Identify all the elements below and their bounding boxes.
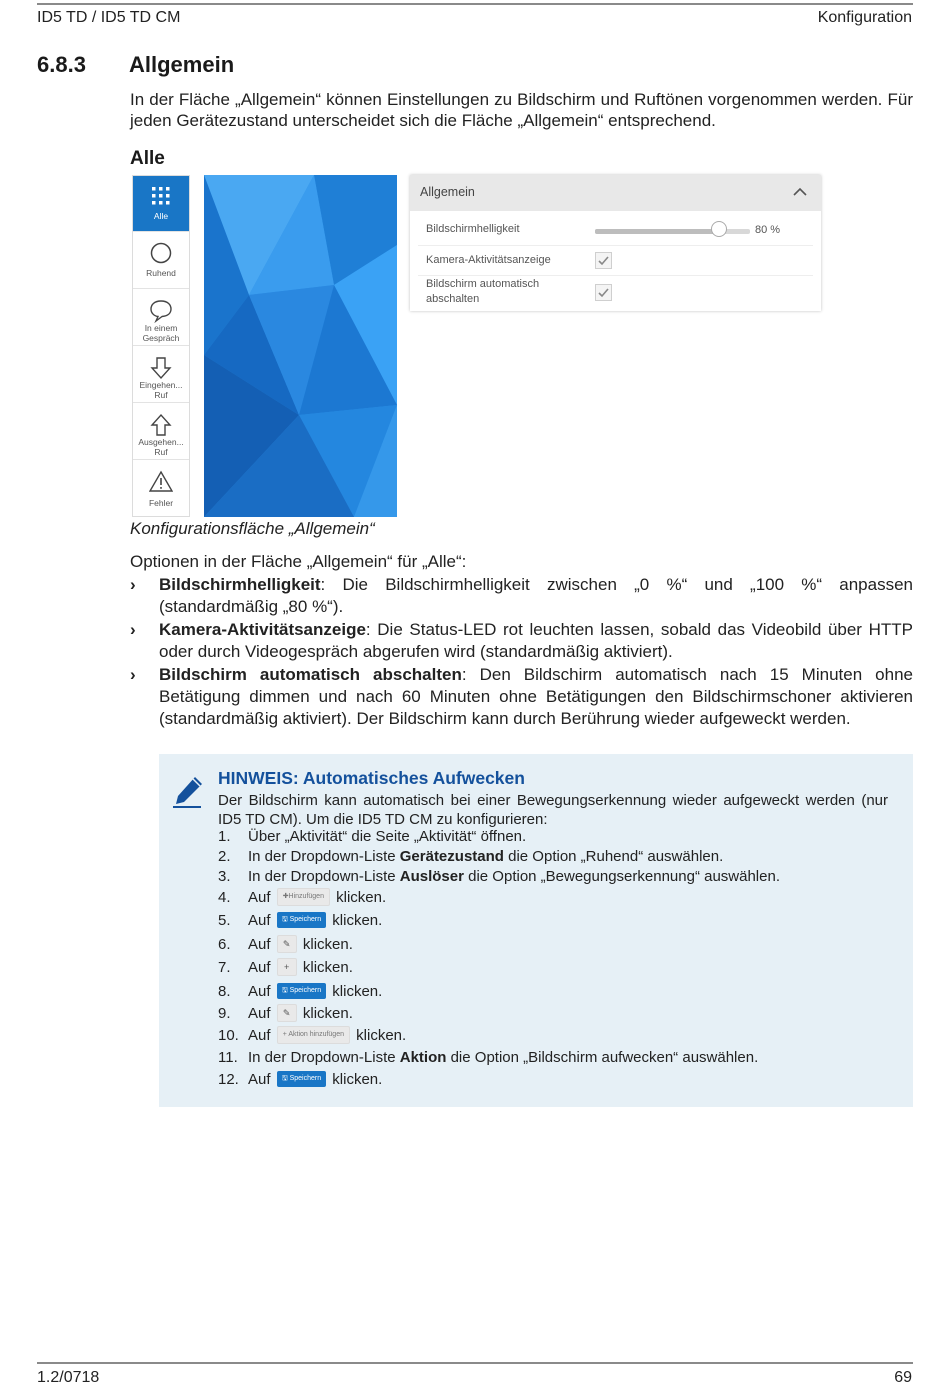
slider-thumb[interactable] bbox=[711, 221, 727, 237]
options-heading: Optionen in der Fläche „Allgemein“ für „Alle“: bbox=[130, 552, 467, 571]
step-text: Auf bbox=[248, 912, 271, 929]
sidebar-label: Fehler bbox=[148, 498, 174, 508]
step-number: 4. bbox=[218, 889, 231, 906]
inline-ui-button: 🖫 Speichern bbox=[277, 912, 326, 928]
step-text: die Option „Bildschirm aufwecken“ auswählen. bbox=[446, 1049, 759, 1066]
note-box bbox=[159, 754, 913, 1107]
step-item bbox=[218, 912, 382, 929]
step-term: Aktion bbox=[399, 1049, 447, 1066]
step-text: Auf bbox=[248, 1005, 271, 1022]
step-term: Auslöser bbox=[399, 868, 464, 885]
step-text: In der Dropdown-Liste bbox=[248, 868, 400, 885]
step-item bbox=[218, 959, 353, 977]
sidebar-item-eingehend[interactable] bbox=[133, 347, 189, 403]
step-number: 5. bbox=[218, 912, 231, 929]
speech-bubble-icon bbox=[149, 299, 173, 323]
grid-icon bbox=[149, 185, 173, 207]
header-chapter: Konfiguration bbox=[817, 9, 912, 26]
brightness-value: 80 % bbox=[755, 224, 781, 236]
step-text: Auf bbox=[248, 889, 271, 906]
option-text: : Die Status-LED rot leuchten lassen, sobald das Videobild über HTTP oder durch Videogespräch abgerufen wird (standardmäßig aktiviert). bbox=[159, 620, 913, 661]
inline-ui-button: 🖫 Speichern bbox=[277, 1071, 326, 1087]
note-text: Der Bildschirm kann automatisch bei einer Bewegungserkennung wieder aufgeweckt werden (nur ID5 TD CM). Um die ID5 TD CM zu konfigurieren: bbox=[218, 792, 888, 828]
checkmark-icon bbox=[598, 255, 609, 266]
step-item bbox=[218, 1027, 406, 1045]
panel-title: Allgemein bbox=[420, 185, 475, 199]
allgemein-panel bbox=[410, 175, 821, 311]
section-title: Allgemein bbox=[129, 52, 235, 77]
screen-wallpaper bbox=[204, 175, 397, 517]
list-item bbox=[130, 619, 913, 663]
step-text: die Option „Bewegungserkennung“ auswählen. bbox=[463, 868, 780, 885]
step-item bbox=[218, 983, 382, 1000]
step-number: 9. bbox=[218, 1005, 231, 1022]
step-number: 3. bbox=[218, 868, 231, 885]
step-item bbox=[218, 889, 386, 907]
inline-ui-button: 🖫 Speichern bbox=[277, 983, 326, 999]
subheading: Alle bbox=[130, 148, 165, 169]
list-item bbox=[130, 574, 913, 618]
pencil-icon bbox=[171, 774, 205, 808]
step-item bbox=[218, 828, 526, 845]
step-item bbox=[218, 1005, 353, 1023]
option-term: Bildschirm automatisch abschalten bbox=[159, 665, 462, 684]
step-number: 1. bbox=[218, 828, 231, 845]
arrow-up-icon bbox=[149, 413, 173, 437]
arrow-down-icon bbox=[149, 356, 173, 380]
header-product: ID5 TD / ID5 TD CM bbox=[37, 9, 181, 26]
inline-ui-button: + bbox=[277, 958, 297, 976]
step-text: klicken. bbox=[332, 912, 383, 929]
bullet-chevron-icon: › bbox=[130, 620, 136, 639]
sidebar-label: In einem Gespräch bbox=[142, 323, 180, 343]
chevron-up-icon[interactable] bbox=[793, 187, 807, 197]
circle-icon bbox=[149, 242, 173, 266]
divider bbox=[418, 275, 813, 276]
sidebar-label: Alle bbox=[153, 211, 169, 221]
section-intro: In der Fläche „Allgemein“ können Einstellungen zu Bildschirm und Ruftönen vorgenommen werden. Für jeden Gerätezustand unterscheidet sich die Fläche „Allgemein“ entsprechend. bbox=[130, 90, 913, 130]
step-number: 11. bbox=[218, 1049, 238, 1066]
sidebar-item-fehler[interactable] bbox=[133, 461, 189, 517]
step-number: 7. bbox=[218, 959, 231, 976]
sidebar-item-ausgehend[interactable] bbox=[133, 404, 189, 460]
autooff-checkbox[interactable] bbox=[595, 284, 612, 301]
step-text: In der Dropdown-Liste bbox=[248, 1049, 400, 1066]
footer-rule bbox=[37, 1362, 913, 1364]
note-title: HINWEIS: Automatisches Aufwecken bbox=[218, 768, 525, 788]
inline-ui-button: ✎ bbox=[277, 1004, 297, 1022]
warning-icon bbox=[149, 470, 173, 494]
autooff-label: Bildschirm automatisch abschalten bbox=[426, 278, 540, 305]
divider bbox=[418, 245, 813, 246]
step-item bbox=[218, 936, 353, 954]
step-text: Auf bbox=[248, 1071, 271, 1088]
option-term: Bildschirmhelligkeit bbox=[159, 575, 321, 594]
sidebar-label: Ausgehen... Ruf bbox=[138, 437, 184, 457]
step-text: Auf bbox=[248, 1027, 271, 1044]
step-text: In der Dropdown-Liste bbox=[248, 848, 400, 865]
bullet-chevron-icon: › bbox=[130, 665, 136, 684]
option-text: : Die Bildschirmhelligkeit zwischen „0 %“ und „100 %“ anpassen (standardmäßig „80 %“). bbox=[159, 575, 913, 616]
step-text: klicken. bbox=[302, 959, 353, 976]
step-text: Auf bbox=[248, 983, 271, 1000]
sidebar-label: Eingehen... Ruf bbox=[139, 380, 183, 400]
inline-ui-button: + Aktion hinzufügen bbox=[277, 1026, 350, 1044]
list-item bbox=[130, 664, 913, 730]
step-text: klicken. bbox=[336, 889, 387, 906]
step-item bbox=[218, 1049, 758, 1066]
step-text: klicken. bbox=[302, 1005, 353, 1022]
inline-ui-button: ✚Hinzufügen bbox=[277, 888, 330, 906]
step-number: 2. bbox=[218, 848, 231, 865]
inline-ui-button: ✎ bbox=[277, 935, 297, 953]
step-text: klicken. bbox=[332, 1071, 383, 1088]
step-text: Über „Aktivität“ die Seite „Aktivität“ öffnen. bbox=[248, 828, 527, 845]
state-sidebar bbox=[132, 175, 190, 517]
step-number: 10. bbox=[218, 1027, 239, 1044]
option-text: : Den Bildschirm automatisch nach 15 Minuten ohne Betätigung dimmen und nach 60 Minuten ohne Betätigungen den Bildschirmschoner aktivieren (standardmäßig aktiviert). Der Bildschirm kann durch Berührung wieder aufgeweckt werden. bbox=[159, 665, 913, 728]
options-list bbox=[130, 574, 913, 731]
sidebar-item-ruhend[interactable] bbox=[133, 233, 189, 289]
step-item bbox=[218, 868, 780, 885]
step-item bbox=[218, 1071, 382, 1088]
option-term: Kamera-Aktivitätsanzeige bbox=[159, 620, 366, 639]
footer-version: 1.2/0718 bbox=[37, 1369, 100, 1386]
step-text: Auf bbox=[248, 936, 271, 953]
sidebar-item-gespraech[interactable] bbox=[133, 290, 189, 346]
camera-label: Kamera-Aktivitätsanzeige bbox=[426, 254, 551, 266]
step-item bbox=[218, 848, 723, 865]
step-number: 12. bbox=[218, 1071, 239, 1088]
section-number: 6.8.3 bbox=[37, 52, 86, 77]
step-text: klicken. bbox=[332, 983, 383, 1000]
step-text: klicken. bbox=[302, 936, 353, 953]
sidebar-item-alle[interactable] bbox=[133, 176, 189, 232]
step-text: Auf bbox=[248, 959, 271, 976]
step-term: Gerätezustand bbox=[399, 848, 504, 865]
step-number: 6. bbox=[218, 936, 231, 953]
page-number: 69 bbox=[894, 1369, 912, 1386]
slider-fill bbox=[595, 229, 719, 234]
panel-header[interactable] bbox=[410, 175, 821, 211]
brightness-label: Bildschirmhelligkeit bbox=[426, 223, 520, 235]
step-text: die Option „Ruhend“ auswählen. bbox=[503, 848, 724, 865]
camera-checkbox[interactable] bbox=[595, 252, 612, 269]
header-rule bbox=[37, 3, 913, 5]
figure-caption: Konfigurationsfläche „Allgemein“ bbox=[130, 519, 375, 538]
step-number: 8. bbox=[218, 983, 231, 1000]
step-text: klicken. bbox=[356, 1027, 407, 1044]
checkmark-icon bbox=[598, 287, 609, 298]
sidebar-label: Ruhend bbox=[146, 268, 176, 278]
bullet-chevron-icon: › bbox=[130, 575, 136, 594]
